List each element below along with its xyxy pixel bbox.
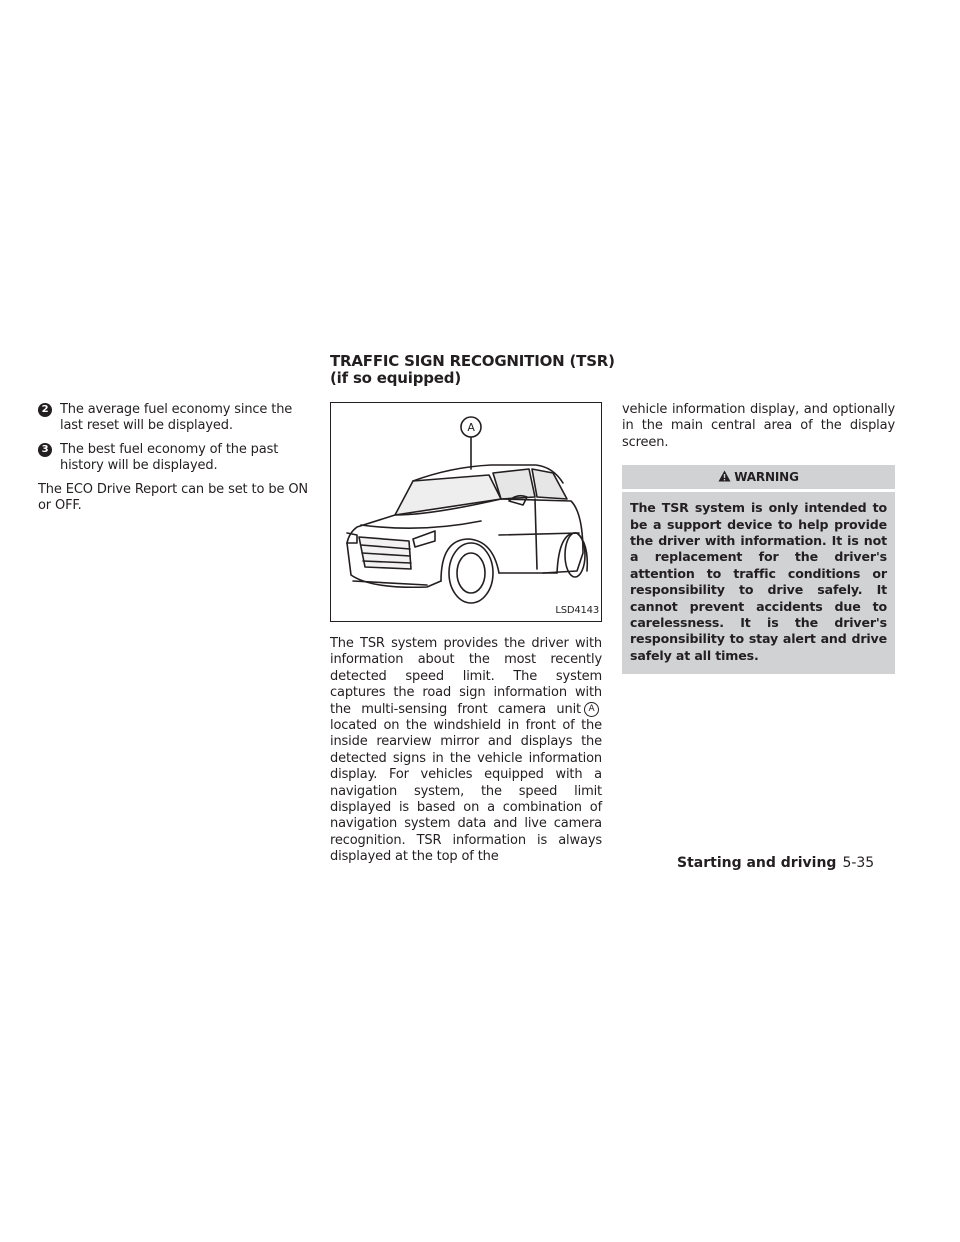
list-item-text: The best fuel economy of the past history will be displayed. [60, 441, 279, 474]
right-column [622, 402, 895, 674]
figure-code: LSD4143 [555, 604, 599, 616]
step-number-badge: 2 [38, 403, 52, 417]
vehicle-illustration-figure [330, 402, 602, 622]
warning-triangle-icon [718, 470, 731, 482]
footer-section-name: Starting and driving [677, 855, 837, 871]
warning-header [622, 465, 895, 489]
warning-body: The TSR system is only intended to be a support device to help provide the driver with information. It is not a replacement for the driver's attention to traffic conditions or responsibility to drive safely. It cannot prevent accidents due to carelessness. It is the driver's responsibility to stay alert and drive safely at all times. [622, 492, 895, 674]
page-number: 5-35 [842, 855, 875, 871]
eco-drive-report-paragraph: The ECO Drive Report can be set to be ON or OFF. [38, 481, 308, 514]
suv-camera-illustration [331, 403, 601, 621]
tsr-text-part-2: located on the windshield in front of the inside rearview mirror and displays the detected signs in the vehicle information display. For vehicles equipped with a navigation system, the speed limit displayed is based on a combination of navigation system data and live camera recognition. TSR information is always displayed at the top of the [330, 718, 602, 865]
middle-column [330, 402, 602, 866]
section-title: TRAFFIC SIGN RECOGNITION (TSR) (if so equipped) [330, 352, 615, 387]
list-item [38, 402, 308, 435]
warning-label: WARNING [734, 470, 799, 485]
callout-a-marker: A [584, 702, 599, 717]
step-number-badge: 3 [38, 443, 52, 457]
left-column [38, 402, 308, 514]
tsr-description-paragraph [330, 636, 602, 866]
list-item [38, 442, 308, 475]
list-item-text: The average fuel economy since the last reset will be displayed. [60, 402, 293, 434]
tsr-text-part-1: The TSR system provides the driver with information about the most recently detected speed limit. The system captures the road sign information with the multi-sensing front camera unit [330, 636, 602, 717]
page-footer [677, 855, 874, 871]
figure-callout-label: A [467, 421, 475, 434]
tsr-continuation-paragraph: vehicle information display, and optionally in the main central area of the display screen. [622, 402, 895, 450]
